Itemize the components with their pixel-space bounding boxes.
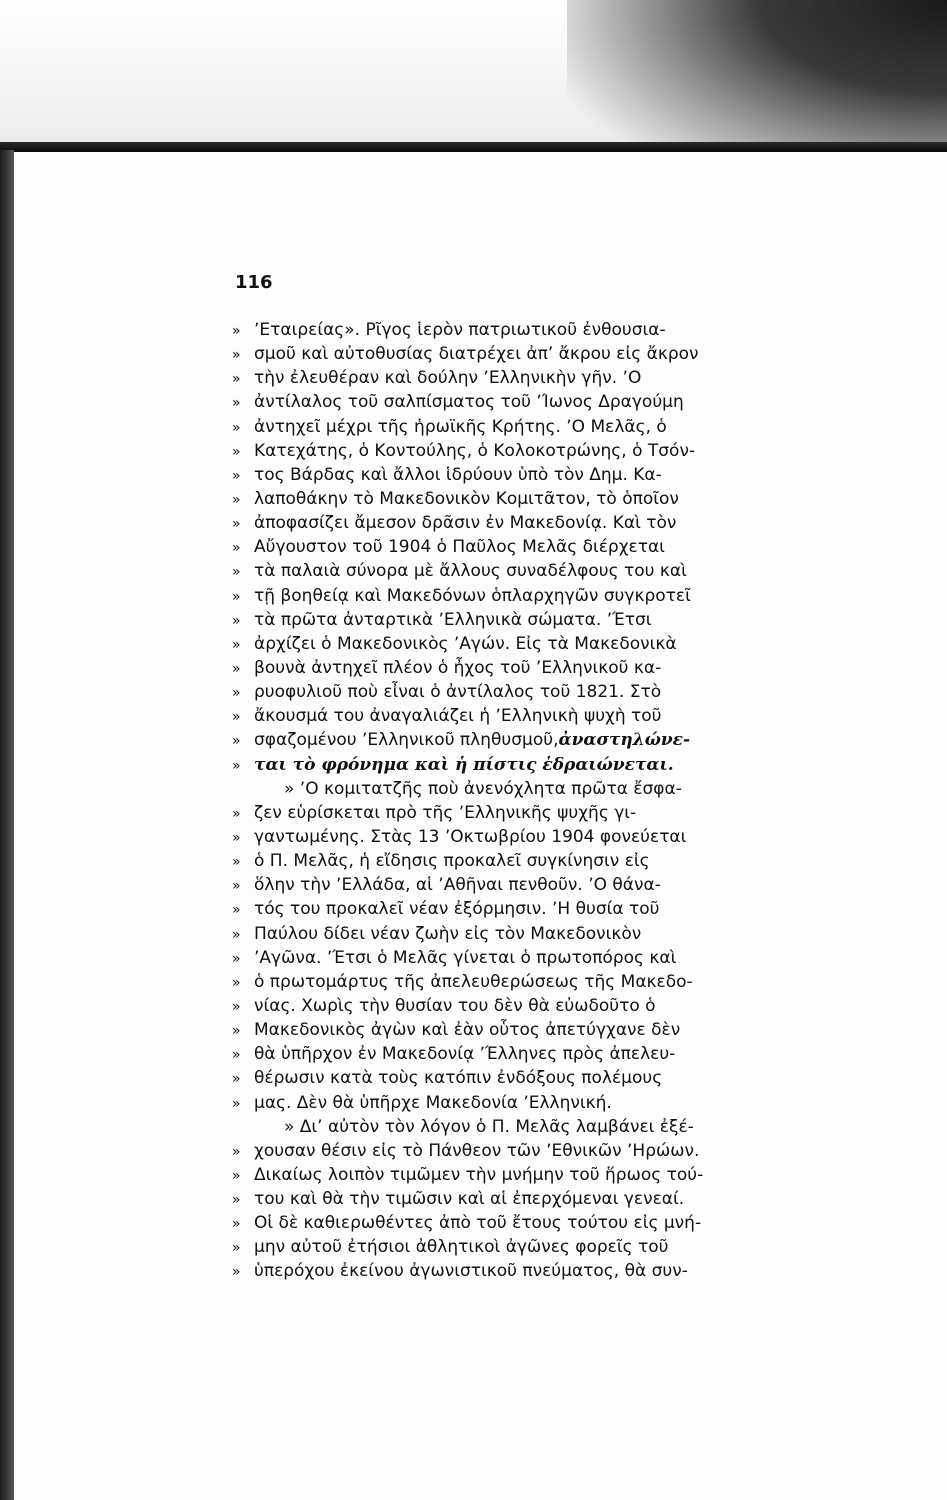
quote-mark: » [232, 974, 241, 991]
book-edge-left [0, 150, 14, 1500]
quote-mark: » [232, 347, 241, 364]
text-line [232, 897, 792, 921]
emphasized-text: ἀναστηλώνε- [558, 730, 691, 751]
quote-mark: » [232, 612, 241, 629]
quote-mark: » [232, 1047, 241, 1064]
quote-mark: » [232, 805, 241, 822]
line-text: τὰ πρῶτα ἀνταρτικὰ ʼΕλληνικὰ σώματα. ʼΈτσι [254, 609, 652, 630]
quote-mark: » [232, 443, 241, 460]
text-line [232, 1115, 792, 1139]
quote-mark: » [232, 419, 241, 436]
text-line [232, 825, 792, 849]
body-text [232, 318, 792, 1284]
text-line [232, 584, 792, 608]
text-line [232, 632, 792, 656]
text-line [232, 1235, 792, 1259]
line-text: Μακεδονικὸς ἀγὼν καὶ ἐὰν οὗτος ἀπετύγχανε δὲν [254, 1020, 681, 1041]
line-text: ἄκουσμά του ἀναγαλιάζει ἡ ʼΕλληνικὴ ψυχὴ τοῦ [254, 706, 662, 727]
text-line [232, 946, 792, 970]
text-line [232, 777, 792, 801]
quote-mark: » [232, 829, 241, 846]
line-text: μην αὐτοῦ ἐτήσιοι ἀθλητικοὶ ἀγῶνες φορεῖς τοῦ [254, 1237, 669, 1258]
quote-mark: » [232, 902, 241, 919]
text-line [232, 704, 792, 728]
text-line [232, 463, 792, 487]
quote-mark: » [232, 371, 241, 388]
page-number: 116 [235, 272, 273, 293]
line-text: του καὶ θὰ τὴν τιμῶσιν καὶ αἱ ἐπερχόμεναι γενεαί. [254, 1189, 685, 1210]
text-line [232, 366, 792, 390]
line-text: ἀντίλαλος τοῦ σαλπίσματος τοῦ ʼΊωνος Δραγούμη [254, 392, 684, 413]
text-line [232, 415, 792, 439]
text-line [232, 559, 792, 583]
text-line [232, 487, 792, 511]
quote-mark: » [232, 323, 241, 339]
line-text: » Δι’ αὐτὸν τὸν λόγον ὁ Π. Μελᾶς λαμβάνει ἐξέ- [284, 1116, 694, 1137]
quote-mark: » [232, 878, 241, 895]
emphasized-text: ται τὸ φρόνημα καὶ ἡ πίστις ἑδραιώνεται. [254, 754, 674, 775]
line-text: » ʼΟ κομιτατζῆς ποὺ ἀνενόχλητα πρῶτα ἔσφα- [284, 778, 682, 799]
line-text: Κατεχάτης, ὁ Κοντούλης, ὁ Κολοκοτρώνης, ὁ Τσόν- [254, 440, 696, 461]
quote-mark: » [232, 1192, 241, 1209]
line-text: μας. Δὲν θὰ ὑπῆρχε Μακεδονία ʼΕλληνική. [254, 1092, 612, 1113]
quote-mark: » [232, 540, 241, 557]
quote-mark: » [232, 395, 241, 412]
line-text: ἀντηχεῖ μέχρι τῆς ἡρωϊκῆς Κρήτης. ʼΟ Μελᾶς, ὁ [254, 416, 667, 437]
text-line [232, 1066, 792, 1090]
text-line [232, 656, 792, 680]
text-line [232, 849, 792, 873]
text-line [232, 1259, 792, 1283]
line-text: ὁ πρωτομάρτυς τῆς ἀπελευθερώσεως τῆς Μακεδο- [254, 971, 693, 992]
quote-mark: » [232, 685, 241, 702]
line-text: ἀποφασίζει ἄμεσον δρᾶσιν ἐν Μακεδονίᾳ. Καὶ τὸν [254, 513, 677, 534]
text-line [232, 1018, 792, 1042]
line-text: τὴν ἐλευθέραν καὶ δούλην ʼΕλληνικὴν γῆν. ʼΟ [254, 368, 642, 389]
text-line [232, 728, 792, 752]
quote-mark: » [232, 467, 241, 484]
text-line [232, 1163, 792, 1187]
quote-mark: » [232, 564, 241, 581]
text-line [232, 608, 792, 632]
quote-mark: » [232, 660, 241, 677]
line-text: βουνὰ ἀντηχεῖ πλέον ὁ ἦχος τοῦ ʼΕλληνικοῦ κα- [254, 657, 662, 678]
text-line [232, 535, 792, 559]
text-line [232, 753, 792, 777]
quote-mark: » [232, 1023, 241, 1040]
quote-mark: » [232, 516, 241, 533]
quote-mark: » [232, 926, 241, 943]
text-line [232, 1091, 792, 1115]
text-line [232, 318, 792, 342]
line-text: τὰ παλαιὰ σύνορα μὲ ἄλλους συναδέλφους του καὶ [254, 561, 687, 582]
line-text: νίας. Χωρὶς τὴν θυσίαν του δὲν θὰ εὐωδοῦτο ὁ [254, 995, 656, 1016]
quote-mark: » [232, 1143, 241, 1160]
quote-mark: » [232, 709, 241, 726]
line-text: θὰ ὑπῆρχον ἐν Μακεδονίᾳ ʼΈλληνες πρὸς ἀπελευ- [254, 1044, 676, 1065]
quote-mark: » [232, 636, 241, 653]
text-line [232, 680, 792, 704]
text-line [232, 994, 792, 1018]
text-line [232, 1042, 792, 1066]
text-line [232, 439, 792, 463]
line-text: ὁ Π. Μελᾶς, ἡ εἴδησις προκαλεῖ συγκίνησιν εἰς [254, 851, 650, 872]
quote-mark: » [232, 854, 241, 871]
line-text: Αὔγουστον τοῦ 1904 ὁ Παῦλος Μελᾶς διέρχεται [254, 537, 665, 558]
quote-mark: » [232, 1264, 241, 1281]
line-text: χουσαν θέσιν εἰς τὸ Πάνθεον τῶν ʼΕθνικῶν ʼΗρώων. [254, 1140, 700, 1161]
quote-mark: » [232, 1071, 241, 1088]
line-text: Δικαίως λοιπὸν τιμῶμεν τὴν μνήμην τοῦ ἥρωος τού- [254, 1164, 704, 1185]
text-line [232, 1211, 792, 1235]
line-text: σμοῦ καὶ αὐτοθυσίας διατρέχει ἀπ’ ἄκρου εἰς ἄκρον [254, 344, 699, 365]
book-edge-top [0, 142, 947, 152]
line-text: τός του προκαλεῖ νέαν ἐξόρμησιν. ʼΗ θυσία τοῦ [254, 899, 660, 920]
quote-mark: » [232, 733, 241, 750]
text-line [232, 511, 792, 535]
line-text: Οἱ δὲ καθιερωθέντες ἀπὸ τοῦ ἔτους τούτου εἰς μνή- [254, 1213, 702, 1234]
quote-mark: » [232, 1240, 241, 1257]
line-text: τος Βάρδας καὶ ἄλλοι ἱδρύουν ὑπὸ τὸν Δημ. Κα- [254, 464, 662, 485]
text-line [232, 873, 792, 897]
text-line [232, 390, 792, 414]
line-text: λαποθάκην τὸ Μακεδονικὸν Κομιτᾶτον, τὸ ὁποῖον [254, 488, 679, 509]
line-text: σφαζομένου ʼΕλληνικοῦ πληθυσμοῦ, [254, 730, 559, 751]
quote-mark: » [232, 1216, 241, 1233]
quote-mark: » [232, 1167, 241, 1184]
quote-mark: » [232, 998, 241, 1015]
text-line [232, 801, 792, 825]
text-line [232, 1187, 792, 1211]
line-text: γαντωμένης. Στὰς 13 ʼΟκτωβρίου 1904 φονεύεται [254, 826, 687, 847]
line-text: ʼΕταιρείας». Ρῖγος ἱερὸν πατριωτικοῦ ἐνθουσια- [254, 320, 666, 340]
quote-mark: » [232, 491, 241, 508]
text-line [232, 922, 792, 946]
line-text: ρυοφυλιοῦ ποὺ εἶναι ὁ ἀντίλαλος τοῦ 1821. Στὸ [254, 682, 662, 703]
line-text: ὑπερόχου ἐκείνου ἀγωνιστικοῦ πνεύματος, θὰ συν- [254, 1261, 688, 1282]
text-line [232, 342, 792, 366]
line-text: ἀρχίζει ὁ Μακεδονικὸς ʼΑγών. Εἰς τὰ Μακεδονικὰ [254, 633, 677, 654]
line-text: ὅλην τὴν ʼΕλλάδα, αἱ ʼΑθῆναι πενθοῦν. ʼΟ θάνα- [254, 875, 661, 896]
quote-mark: » [232, 588, 241, 605]
line-text: τῇ βοηθείᾳ καὶ Μακεδόνων ὁπλαρχηγῶν συγκροτεῖ [254, 585, 691, 606]
quote-mark: » [232, 950, 241, 967]
line-text: θέρωσιν κατὰ τοὺς κατόπιν ἐνδόξους πολέμους [254, 1068, 663, 1089]
line-text: ζεν εὑρίσκεται πρὸ τῆς ʼΕλληνικῆς ψυχῆς γι- [254, 802, 637, 823]
quote-mark: » [232, 1095, 241, 1112]
text-line [232, 1139, 792, 1163]
line-text: ʼΑγῶνα. ʼΈτσι ὁ Μελᾶς γίνεται ὁ πρωτοπόρος καὶ [254, 947, 677, 968]
quote-mark: » [232, 757, 241, 774]
text-line [232, 970, 792, 994]
line-text: Παύλου δίδει νέαν ζωὴν εἰς τὸν Μακεδονικὸν [254, 923, 642, 944]
